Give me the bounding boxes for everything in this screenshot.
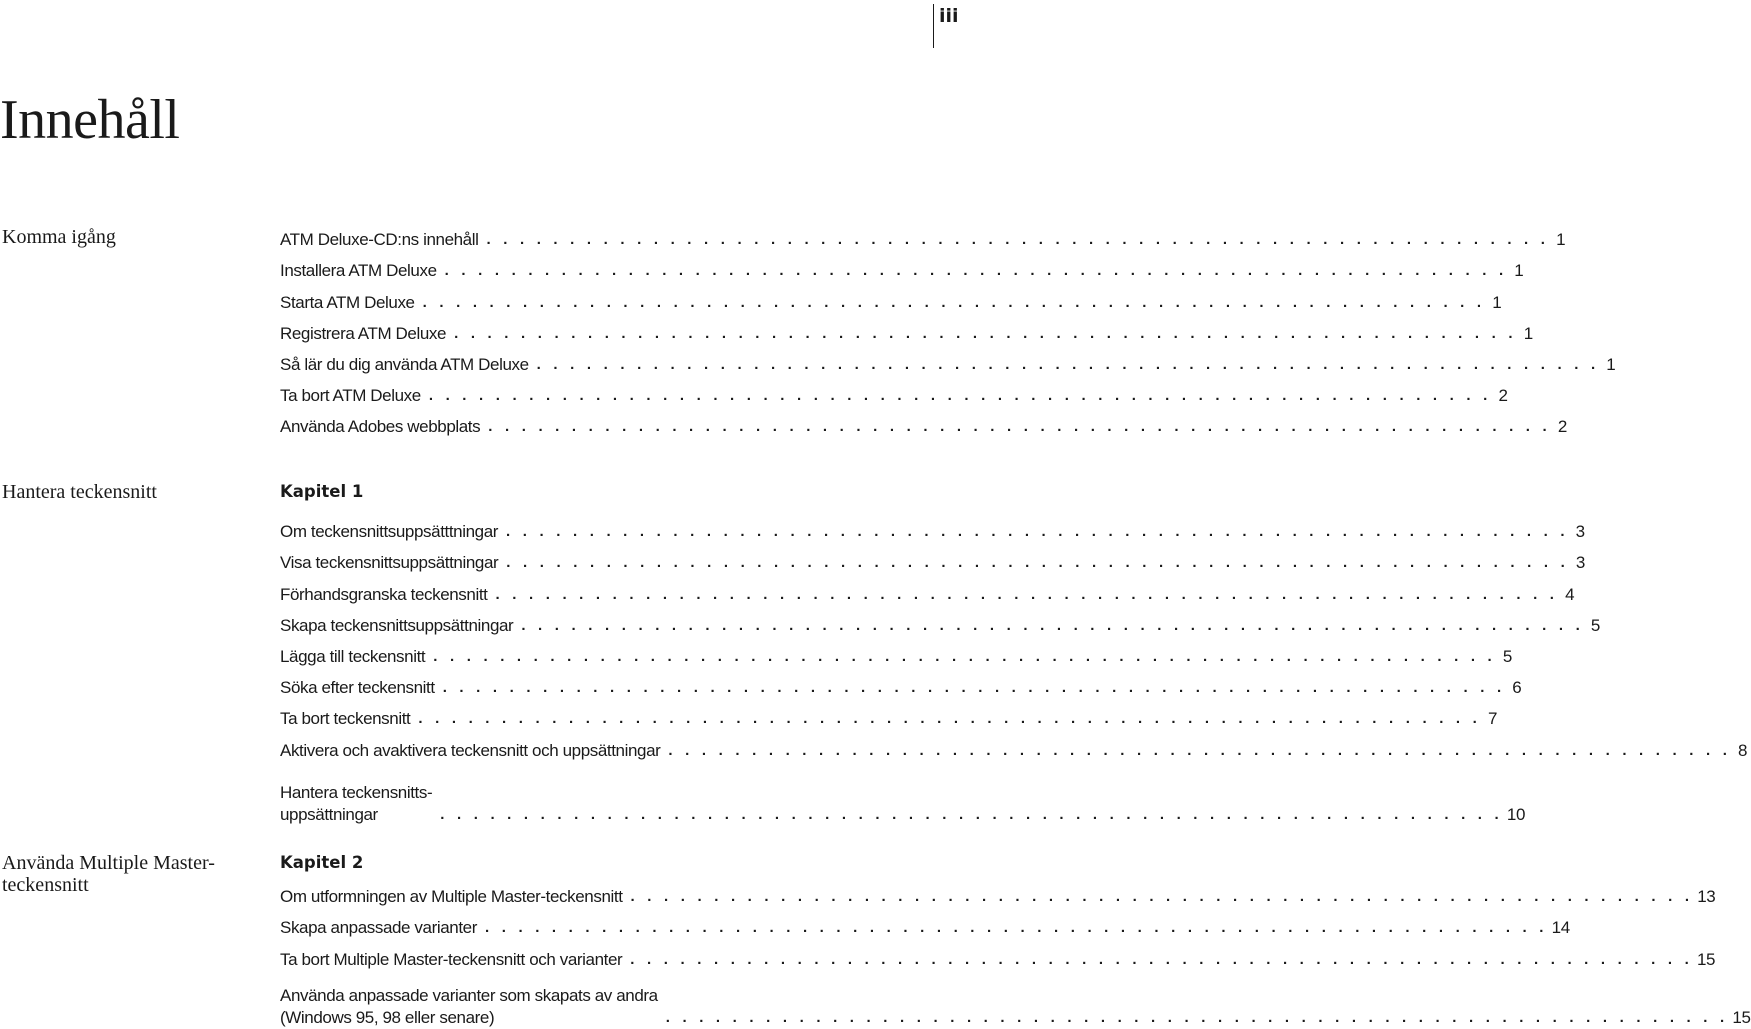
toc-entry[interactable]: [280, 543, 1585, 574]
page-number: iii: [933, 4, 960, 48]
entry-text: Om utformningen av Multiple Master-teckensnitt: [280, 887, 623, 907]
chapter-heading: Kapitel 1: [280, 482, 364, 501]
entry-text: Visa teckensnittsuppsättningar: [280, 553, 499, 573]
toc-entry-list: [280, 220, 1616, 438]
entry-page-number: 8: [1738, 740, 1748, 760]
entry-text: [280, 782, 440, 826]
toc-entry[interactable]: [280, 762, 1526, 826]
toc-entry[interactable]: [280, 908, 1570, 939]
entry-text-line: uppsättningar: [280, 804, 378, 824]
toc-entry[interactable]: [280, 251, 1524, 282]
entry-page-number: 6: [1512, 678, 1522, 698]
entry-page-number: 14: [1551, 918, 1570, 938]
toc-entry[interactable]: [280, 971, 1751, 1029]
dot-leader: . . . . . . . . . . . . . . . . . . . . . . . . . . . . . . . . . . . . . . . . . . . . . . . . . . . . . . . . . . . . . . . .: [454, 324, 1517, 342]
toc-entry-list: [280, 481, 1748, 826]
section-title: Komma igång: [2, 226, 116, 248]
chapter-heading: Kapitel 2: [280, 853, 364, 872]
entry-text-line: Hantera teckensnitts-: [280, 782, 433, 802]
toc-entry[interactable]: [280, 699, 1498, 730]
entry-page-number: 4: [1565, 584, 1575, 604]
entry-text: Registrera ATM Deluxe: [280, 323, 447, 343]
dot-leader: . . . . . . . . . . . . . . . . . . . . . . . . . . . . . . . . . . . . . . . . . . . . . . . . . . . . . . . . . . . . . . . .: [665, 1008, 1729, 1026]
entry-page-number: 2: [1498, 386, 1508, 406]
entry-text: Skapa teckensnittsuppsättningar: [280, 615, 514, 635]
entry-text-line: Använda anpassade varianter som skapats av andra: [280, 985, 658, 1005]
dot-leader: . . . . . . . . . . . . . . . . . . . . . . . . . . . . . . . . . . . . . . . . . . . . . . . . . . . . . . . . . . . . . . . .: [428, 387, 1492, 405]
entry-text: Ta bort ATM Deluxe: [280, 386, 421, 406]
toc-entry[interactable]: [280, 376, 1508, 407]
entry-text: [280, 985, 666, 1029]
dot-leader: . . . . . . . . . . . . . . . . . . . . . . . . . . . . . . . . . . . . . . . . . . . . . . . . . . . . . . . . . . . . . . . .: [442, 679, 1506, 697]
dot-leader: . . . . . . . . . . . . . . . . . . . . . . . . . . . . . . . . . . . . . . . . . . . . . . . . . . . . . . . . . . . . . . . .: [536, 355, 1600, 373]
entry-page-number: 13: [1697, 887, 1716, 907]
entry-page-number: 5: [1590, 615, 1600, 635]
entry-page-number: 7: [1487, 709, 1498, 729]
dot-leader: . . . . . . . . . . . . . . . . . . . . . . . . . . . . . . . . . . . . . . . . . . . . . . . . . . . . . . . . . . . . . . . .: [668, 741, 1732, 759]
entry-page-number: 15: [1732, 1007, 1751, 1027]
toc-entry[interactable]: [280, 606, 1600, 637]
entry-page-number: 1: [1556, 230, 1566, 250]
entry-text: Om teckensnittsuppsätttningar: [280, 522, 499, 542]
entry-page-number: 1: [1523, 323, 1533, 343]
dot-leader: . . . . . . . . . . . . . . . . . . . . . . . . . . . . . . . . . . . . . . . . . . . . . . . . . . . . . . . . . . . . . . . .: [486, 231, 1550, 249]
entry-text: Så lär du dig använda ATM Deluxe: [280, 354, 529, 374]
dot-leader: . . . . . . . . . . . . . . . . . . . . . . . . . . . . . . . . . . . . . . . . . . . . . . . . . . . . . . . . . . . . . . . .: [630, 950, 1693, 968]
dot-leader: . . . . . . . . . . . . . . . . . . . . . . . . . . . . . . . . . . . . . . . . . . . . . . . . . . . . . . . . . . . . . . . .: [433, 647, 1496, 665]
dot-leader: . . . . . . . . . . . . . . . . . . . . . . . . . . . . . . . . . . . . . . . . . . . . . . . . . . . . . . . . . . . . . . . .: [521, 616, 1584, 634]
dot-leader: . . . . . . . . . . . . . . . . . . . . . . . . . . . . . . . . . . . . . . . . . . . . . . . . . . . . . . . . . . . . . . . .: [495, 585, 1559, 603]
entry-text: Aktivera och avaktivera teckensnitt och uppsättningar: [280, 740, 661, 760]
toc-entry-list: [280, 852, 1751, 1029]
entry-text: Starta ATM Deluxe: [280, 292, 415, 312]
toc-entry[interactable]: [280, 668, 1522, 699]
dot-leader: . . . . . . . . . . . . . . . . . . . . . . . . . . . . . . . . . . . . . . . . . . . . . . . . . . . . . . . . . . . . . . . .: [506, 554, 1569, 572]
dot-leader: . . . . . . . . . . . . . . . . . . . . . . . . . . . . . . . . . . . . . . . . . . . . . . . . . . . . . . . . . . . . . . . .: [422, 293, 1486, 311]
entry-page-number: 3: [1575, 522, 1585, 542]
entry-page-number: 10: [1506, 804, 1526, 824]
section-title-line: teckensnitt: [2, 874, 89, 896]
toc-entry[interactable]: [280, 512, 1585, 543]
toc-entry[interactable]: [280, 939, 1716, 970]
dot-leader: . . . . . . . . . . . . . . . . . . . . . . . . . . . . . . . . . . . . . . . . . . . . . . . . . . . . . . . . . . . . . . . .: [630, 888, 1694, 906]
toc-entry[interactable]: [280, 220, 1566, 251]
entry-page-number: 3: [1575, 553, 1585, 573]
toc-entry[interactable]: [280, 345, 1616, 376]
entry-text: Installera ATM Deluxe: [280, 261, 437, 281]
entry-text: Förhandsgranska teckensnitt: [280, 584, 488, 604]
entry-text: Ta bort Multiple Master-teckensnitt och varianter: [280, 949, 623, 969]
dot-leader: . . . . . . . . . . . . . . . . . . . . . . . . . . . . . . . . . . . . . . . . . . . . . . . . . . . . . . . . . . . . . . . .: [506, 523, 1569, 541]
entry-page-number: 15: [1696, 949, 1716, 969]
entry-text-line: (Windows 95, 98 eller senare): [280, 1007, 495, 1027]
toc-entry[interactable]: [280, 877, 1716, 908]
entry-text: ATM Deluxe-CD:ns innehåll: [280, 230, 479, 250]
entry-page-number: 1: [1606, 354, 1616, 374]
dot-leader: . . . . . . . . . . . . . . . . . . . . . . . . . . . . . . . . . . . . . . . . . . . . . . . . . . . . . . . . . . . . . . . .: [484, 919, 1548, 937]
entry-text: Skapa anpassade varianter: [280, 918, 477, 938]
toc-entry[interactable]: [280, 730, 1748, 761]
toc-entry[interactable]: [280, 637, 1512, 668]
section-title-line: Använda Multiple Master-: [2, 852, 215, 874]
entry-text: Lägga till teckensnitt: [280, 646, 426, 666]
toc-entry[interactable]: [280, 314, 1533, 345]
entry-text: Söka efter teckensnitt: [280, 678, 435, 698]
toc-entry[interactable]: [280, 282, 1502, 313]
page-title: Innehåll: [0, 89, 180, 151]
section-title: [2, 852, 262, 896]
dot-leader: . . . . . . . . . . . . . . . . . . . . . . . . . . . . . . . . . . . . . . . . . . . . . . . . . . . . . . . . . . . . . . . .: [444, 262, 1508, 280]
entry-page-number: 1: [1492, 292, 1502, 312]
dot-leader: . . . . . . . . . . . . . . . . . . . . . . . . . . . . . . . . . . . . . . . . . . . . . . . . . . . . . . . . . . . . . . . .: [488, 418, 1551, 436]
entry-page-number: 2: [1557, 417, 1567, 437]
section-title: Hantera teckensnitt: [2, 481, 157, 503]
entry-text: Använda Adobes webbplats: [280, 417, 481, 437]
dot-leader: . . . . . . . . . . . . . . . . . . . . . . . . . . . . . . . . . . . . . . . . . . . . . . . . . . . . . . . . . . . . . . . .: [418, 710, 1482, 728]
toc-entry[interactable]: [280, 407, 1567, 438]
entry-page-number: 1: [1514, 261, 1524, 281]
toc-entry[interactable]: [280, 574, 1575, 605]
entry-page-number: 5: [1502, 646, 1512, 666]
entry-text: Ta bort teckensnitt: [280, 709, 411, 729]
dot-leader: . . . . . . . . . . . . . . . . . . . . . . . . . . . . . . . . . . . . . . . . . . . . . . . . . . . . . . . . . . . . . . . .: [440, 805, 1503, 823]
